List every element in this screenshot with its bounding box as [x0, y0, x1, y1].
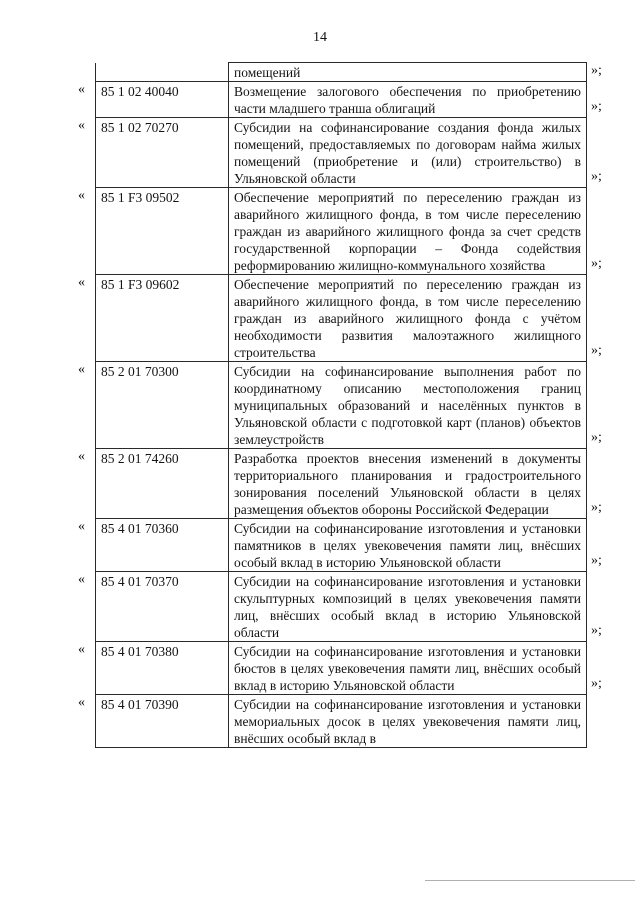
closing-quote-mark: »;: [591, 256, 602, 271]
code-cell: 85 4 01 70360: [96, 519, 229, 572]
opening-quote-mark: «: [78, 82, 85, 97]
description-cell: Субсидии на софинансирование изготовления и установки бюстов в целях увековечения памяти лиц, внёсших особый вклад в историю Ульяновской области: [229, 642, 587, 695]
description-cell: Субсидии на софинансирование создания фонда жилых помещений, предоставляемых по договорам найма жилых помещений (приобретение и (или) строительство) в Ульяновской области: [229, 118, 587, 188]
code-cell: 85 1 F3 09602: [96, 275, 229, 362]
opening-quote-mark: «: [78, 449, 85, 464]
closing-quote-mark: »;: [591, 623, 602, 638]
opening-quote-mark: «: [78, 275, 85, 290]
closing-quote-mark: »;: [591, 676, 602, 691]
description-cell: Обеспечение мероприятий по переселению граждан из аварийного жилищного фонда, в том числе переселению граждан из аварийного жилищного фонда с учётом необходимости развития малоэтажного жилищного строительства: [229, 275, 587, 362]
closing-quote-mark: »;: [591, 430, 602, 445]
opening-quote-mark: «: [78, 362, 85, 377]
code-cell: 85 4 01 70390: [96, 695, 229, 748]
description-cell: Возмещение залогового обеспечения по приобретению части младшего транша облигаций: [229, 82, 587, 118]
description-cell: Субсидии на софинансирование изготовления и установки мемориальных досок в целях увековечения памяти лиц, внёсших особый вклад в: [229, 695, 587, 748]
code-cell: 85 1 02 40040: [96, 82, 229, 118]
closing-quote-mark: »;: [591, 500, 602, 515]
opening-quote-mark: «: [78, 519, 85, 534]
closing-quote-mark: »;: [591, 553, 602, 568]
code-cell: 85 1 F3 09502: [96, 188, 229, 275]
description-cell: Субсидии на софинансирование изготовления и установки скульптурных композиций в целях увековечения памяти лиц, внёсших особый вклад в историю Ульяновской области: [229, 572, 587, 642]
code-cell: 85 2 01 74260: [96, 449, 229, 519]
page-number: 14: [313, 30, 327, 45]
opening-quote-mark: «: [78, 572, 85, 587]
opening-quote-mark: «: [78, 642, 85, 657]
table-row: [96, 188, 587, 275]
description-cell: помещений: [229, 63, 587, 82]
code-cell: 85 4 01 70370: [96, 572, 229, 642]
description-cell: Обеспечение мероприятий по переселению граждан из аварийного жилищного фонда, в том числе переселению граждан из аварийного жилищного фонда за счет средств государственной корпорации – Фонда содействия реформированию жилищно-коммунального хозяйства: [229, 188, 587, 275]
table-row: [96, 449, 587, 519]
description-cell: Субсидии на софинансирование изготовления и установки памятников в целях увековечения памяти лиц, внёсших особый вклад в историю Ульяновской области: [229, 519, 587, 572]
table-row: [96, 642, 587, 695]
table-row: [96, 519, 587, 572]
closing-quote-mark: »;: [591, 169, 602, 184]
table-row: [96, 63, 587, 82]
opening-quote-mark: «: [78, 695, 85, 710]
code-cell: 85 2 01 70300: [96, 362, 229, 449]
table-row: [96, 362, 587, 449]
table-row: [96, 118, 587, 188]
closing-quote-mark: »;: [591, 343, 602, 358]
closing-quote-mark: »;: [591, 63, 602, 78]
opening-quote-mark: «: [78, 188, 85, 203]
budget-codes-table: [95, 62, 587, 748]
description-cell: Субсидии на софинансирование выполнения работ по координатному описанию местоположения границ муниципальных образований и населённых пунктов в Ульяновской области с подготовкой карт (планов) объектов землеустройств: [229, 362, 587, 449]
table-row: [96, 82, 587, 118]
code-cell: 85 1 02 70270: [96, 118, 229, 188]
closing-quote-mark: »;: [591, 99, 602, 114]
table-row: [96, 572, 587, 642]
code-cell: [96, 63, 229, 82]
table-row: [96, 275, 587, 362]
description-cell: Разработка проектов внесения изменений в документы территориального планирования и градостроительного зонирования поселений Ульяновской области в целях размещения объектов обороны Российской Федерации: [229, 449, 587, 519]
code-cell: 85 4 01 70380: [96, 642, 229, 695]
opening-quote-mark: «: [78, 118, 85, 133]
table-row: [96, 695, 587, 748]
footer-rule: [425, 880, 635, 881]
